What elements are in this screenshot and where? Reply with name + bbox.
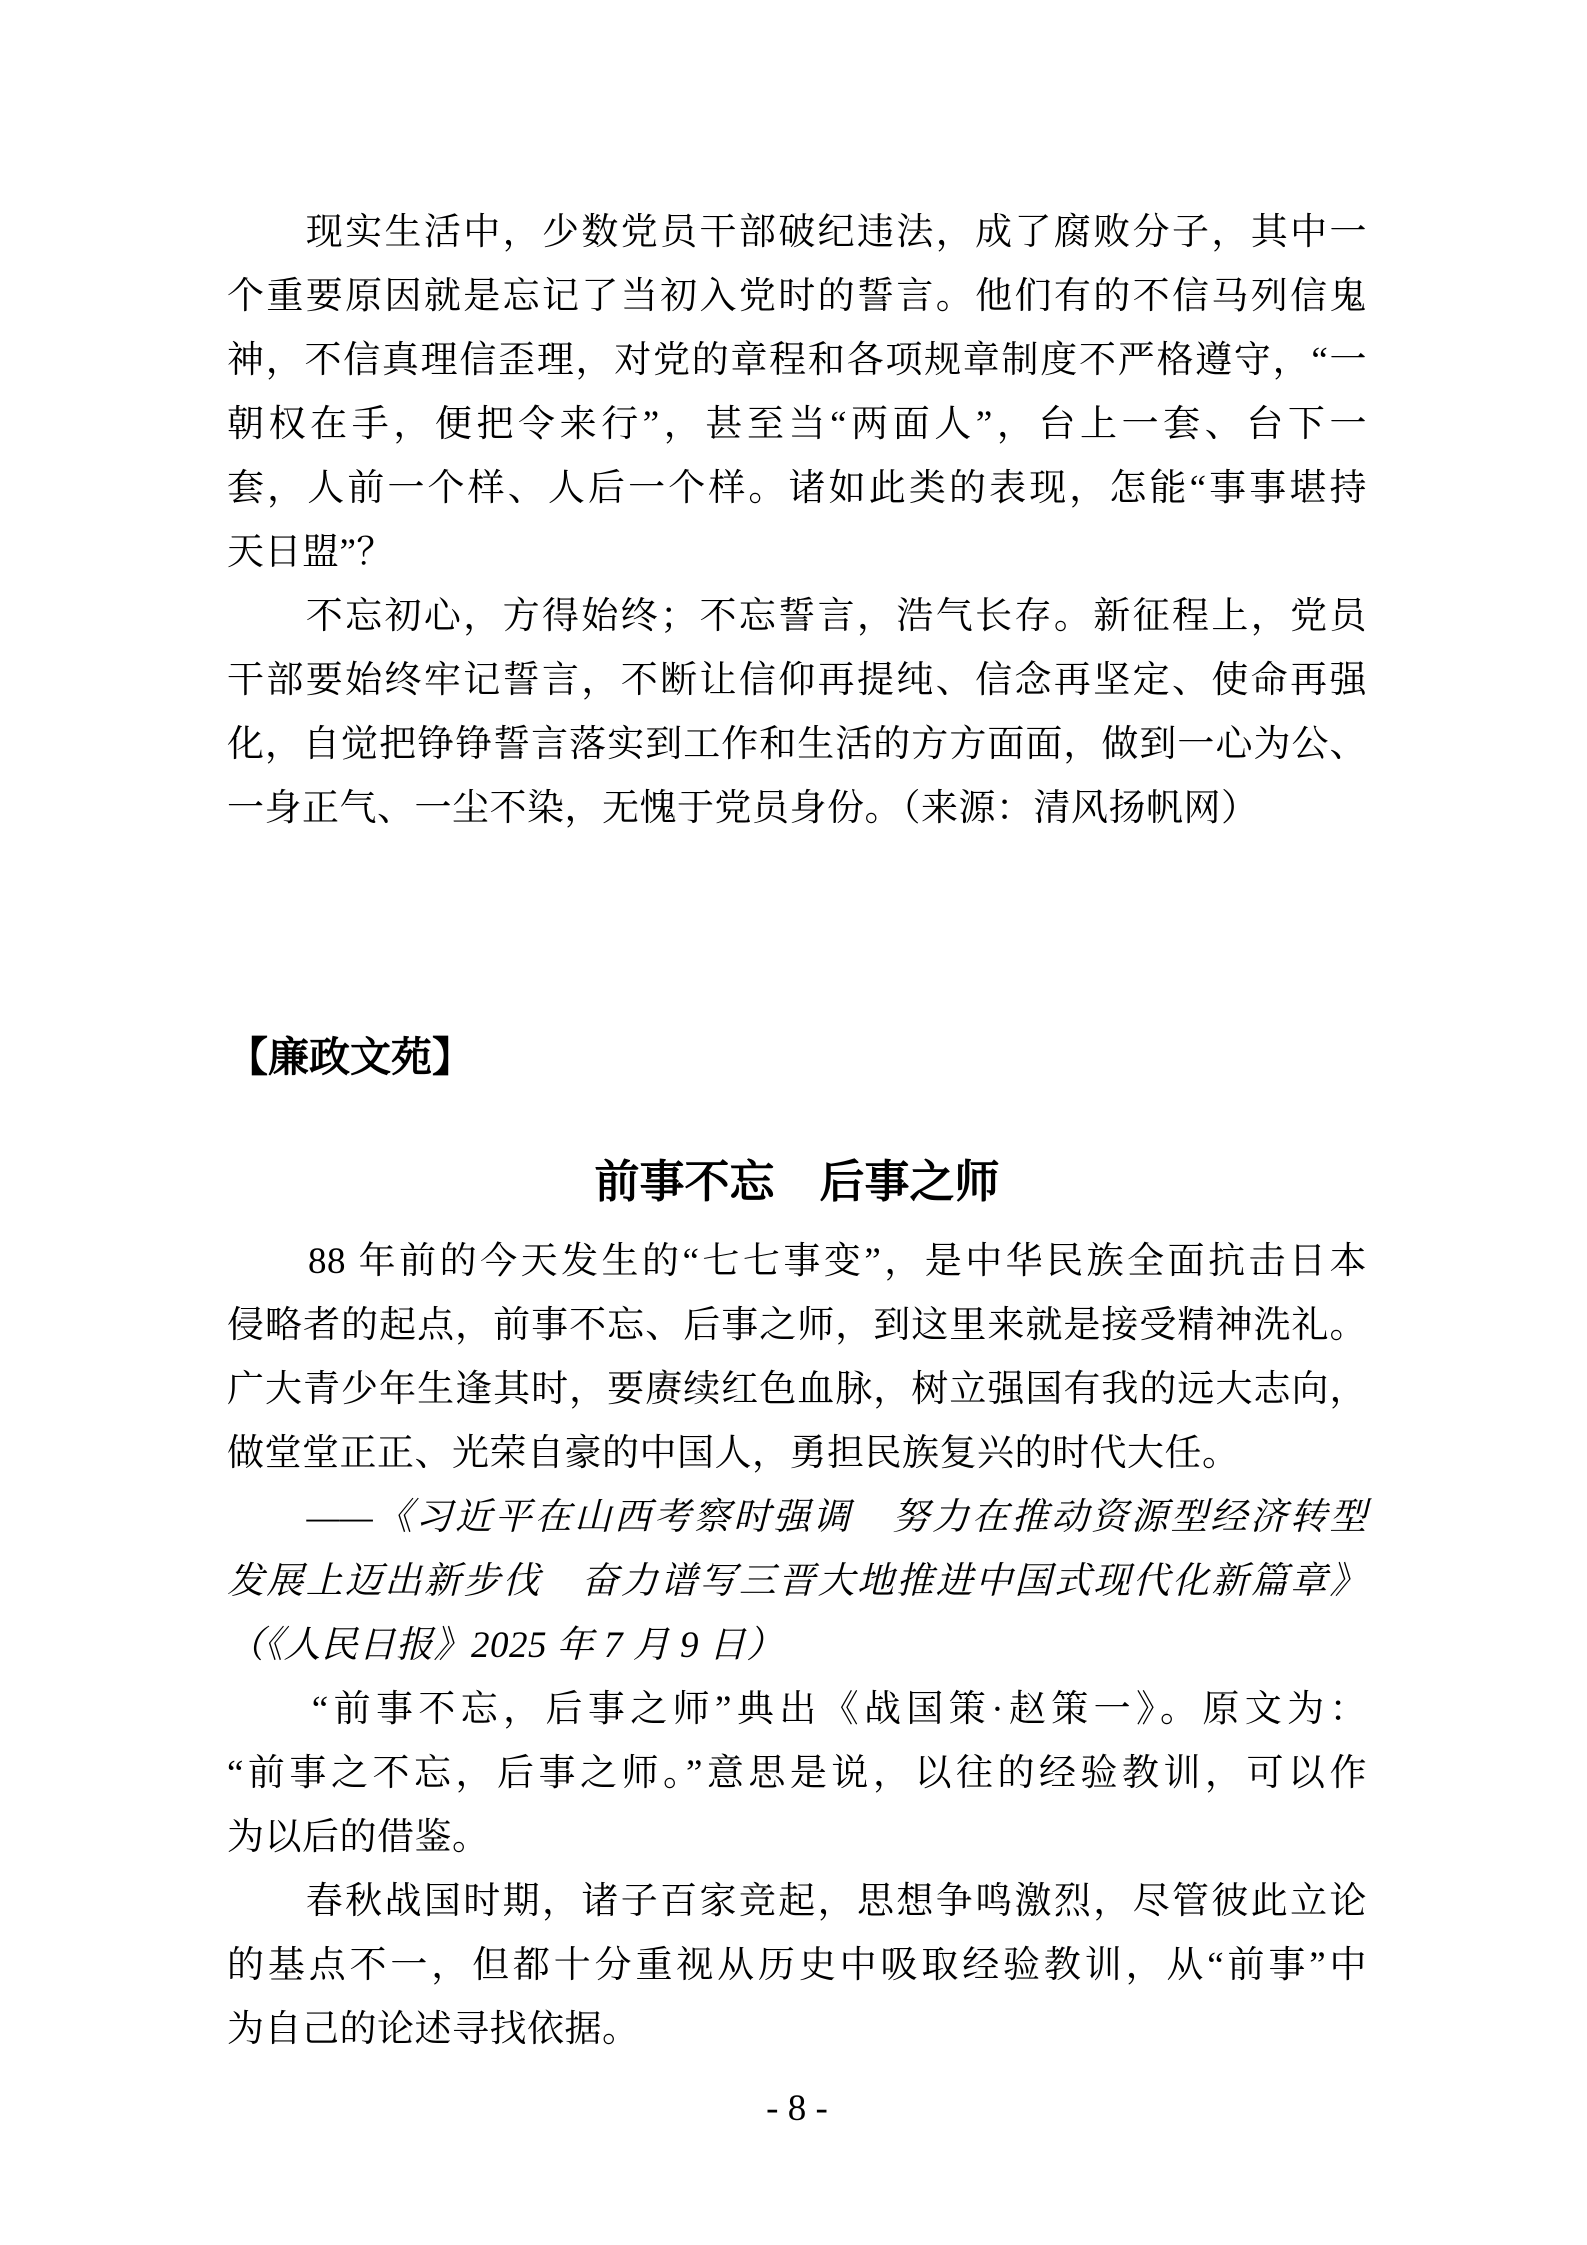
text-line: 侵略者的起点，前事不忘、后事之师，到这里来就是接受精神洗礼。: [227, 1305, 1367, 1346]
paragraph-history: [227, 1870, 1367, 2062]
text-line: 一身正气、一尘不染，无愧于党员身份。（来源：清风扬帆网）: [227, 788, 1259, 829]
citation-line: 发展上迈出新步伐 奋力谱写三晋大地推进中国式现代化新篇章》: [227, 1561, 1367, 1602]
text-line: 朝权在手，便把令来行”，甚至当“两面人”，台上一套、台下一: [227, 404, 1367, 445]
text-line: 为自己的论述寻找依据。: [227, 2009, 640, 2050]
paragraph-oath-2: [227, 585, 1367, 841]
text-line: 为以后的借鉴。: [227, 1817, 490, 1858]
paragraph-intro: [227, 1230, 1367, 1486]
text-line: 个重要原因就是忘记了当初入党时的誓言。他们有的不信马列信鬼: [227, 276, 1367, 317]
paragraph-origin: [227, 1678, 1367, 1870]
text-line: 不忘初心，方得始终；不忘誓言，浩气长存。新征程上，党员: [227, 596, 1367, 637]
text-line: 现实生活中，少数党员干部破纪违法，成了腐败分子，其中一: [227, 212, 1367, 253]
text-line: 春秋战国时期，诸子百家竞起，思想争鸣激烈，尽管彼此立论: [227, 1881, 1367, 1922]
text-line: “前事之不忘，后事之师。”意思是说，以往的经验教训，可以作: [227, 1753, 1367, 1794]
article-body: [227, 1230, 1367, 2062]
text-line: 的基点不一，但都十分重视从历史中吸取经验教训，从“前事”中: [227, 1945, 1367, 1986]
text-line: 干部要始终牢记誓言，不断让信仰再提纯、信念再坚定、使命再强: [227, 660, 1367, 701]
citation-line: ——《习近平在山西考察时强调 努力在推动资源型经济转型: [227, 1497, 1367, 1538]
citation-block: [227, 1486, 1367, 1678]
article-title: 前事不忘 后事之师: [594, 1157, 1000, 1207]
citation-line: （《人民日报》2025 年 7 月 9 日）: [227, 1625, 784, 1666]
text-line: 天日盟”？: [227, 532, 394, 573]
text-line: 88 年前的今天发生的“七七事变”，是中华民族全面抗击日本: [227, 1241, 1367, 1282]
text-line: 做堂堂正正、光荣自豪的中国人，勇担民族复兴的时代大任。: [227, 1433, 1240, 1474]
text-line: 化，自觉把铮铮誓言落实到工作和生活的方方面面，做到一心为公、: [227, 724, 1367, 765]
text-line: 神，不信真理信歪理，对党的章程和各项规章制度不严格遵守，“一: [227, 340, 1367, 381]
paragraph-oath-1: [227, 201, 1367, 585]
text-column: [227, 201, 1367, 2141]
text-line: 广大青少年生逢其时，要赓续红色血脉，树立强国有我的远大志向，: [227, 1369, 1367, 1410]
text-line: 套，人前一个样、人后一个样。诸如此类的表现，怎能“事事堪持: [227, 468, 1367, 509]
page-number: - 8 -: [766, 2088, 828, 2129]
text-line: “前事不忘，后事之师”典出《战国策·赵策一》。原文为：: [227, 1689, 1367, 1730]
section-header: 【廉政文苑】: [227, 1034, 473, 1080]
